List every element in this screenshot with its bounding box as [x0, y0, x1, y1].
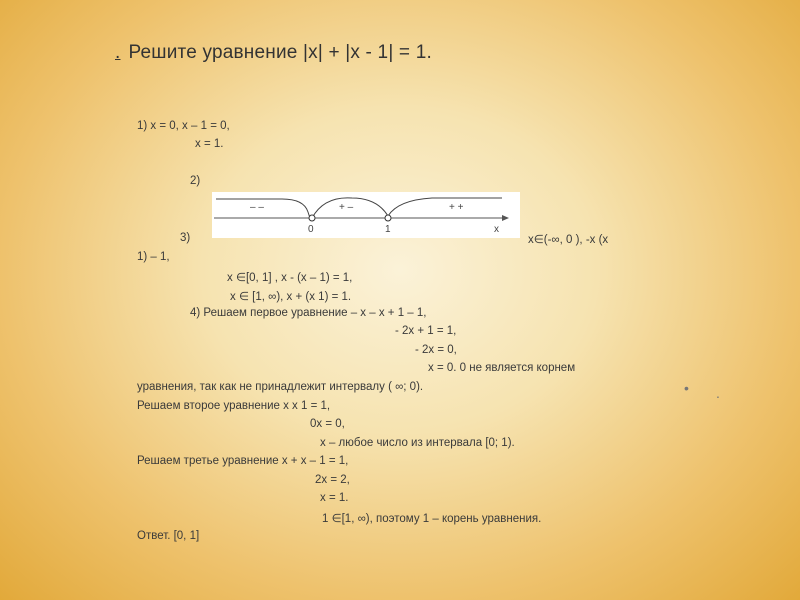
title-text: Решите уравнение |x| + |x - 1| = 1.: [128, 42, 432, 63]
step4-line4: x = 0. 0 не является корнем: [428, 362, 576, 374]
point-0: [309, 215, 315, 221]
number-line-svg: [212, 192, 520, 238]
tick-label-1: 1: [385, 224, 391, 235]
curve-left: [216, 199, 312, 219]
answer: Ответ. [0, 1]: [137, 530, 200, 542]
third-eq-line1: Решаем третье уравнение x + x – 1 = 1,: [137, 455, 349, 467]
number-line-graph: [212, 192, 520, 238]
curve-right: [388, 198, 502, 216]
step3-line2: x ∈[0, 1] , x - (x – 1) = 1,: [227, 272, 353, 284]
second-eq-line3: x – любое число из интервала [0; 1).: [320, 437, 515, 449]
third-eq-line4: 1 ∈[1, ∞), поэтому 1 – корень уравнения.: [322, 513, 542, 525]
step1-line2: x = 1.: [195, 138, 224, 150]
second-eq-line1: Решаем второе уравнение x x 1 = 1,: [137, 400, 331, 412]
sign-left: – –: [250, 202, 264, 213]
third-eq-line3: x = 1.: [320, 492, 349, 504]
step2-label: 2): [190, 175, 201, 187]
step3-line3: x ∈ [1, ∞), x + (x 1) = 1.: [230, 291, 352, 303]
step4-line5: уравнения, так как не принадлежит интервалу ( ∞; 0).: [137, 381, 424, 393]
title-marker: .: [115, 42, 121, 63]
step3-text-a: x∈(-∞, 0 ), -x (x: [528, 234, 609, 246]
slide-title: [115, 42, 432, 64]
axis-label-x: x: [494, 224, 499, 235]
step4-line3: - 2x = 0,: [415, 344, 457, 356]
side-dot-2: .: [716, 385, 720, 401]
tick-label-0: 0: [308, 224, 314, 235]
sign-middle: + –: [339, 202, 354, 213]
step1-line1: 1) x = 0, x – 1 = 0,: [137, 120, 230, 132]
step4-line2: - 2x + 1 = 1,: [395, 325, 457, 337]
step3-text-b: 1) – 1,: [137, 251, 170, 263]
third-eq-line2: 2x = 2,: [315, 474, 350, 486]
axis-arrow: [502, 215, 509, 221]
side-dot-1: •: [684, 380, 689, 396]
step4-line1: 4) Решаем первое уравнение – x – x + 1 – 1,: [190, 307, 427, 319]
step3-label: 3): [180, 232, 191, 244]
point-1: [385, 215, 391, 221]
second-eq-line2: 0x = 0,: [310, 418, 345, 430]
sign-right: + +: [449, 202, 464, 213]
